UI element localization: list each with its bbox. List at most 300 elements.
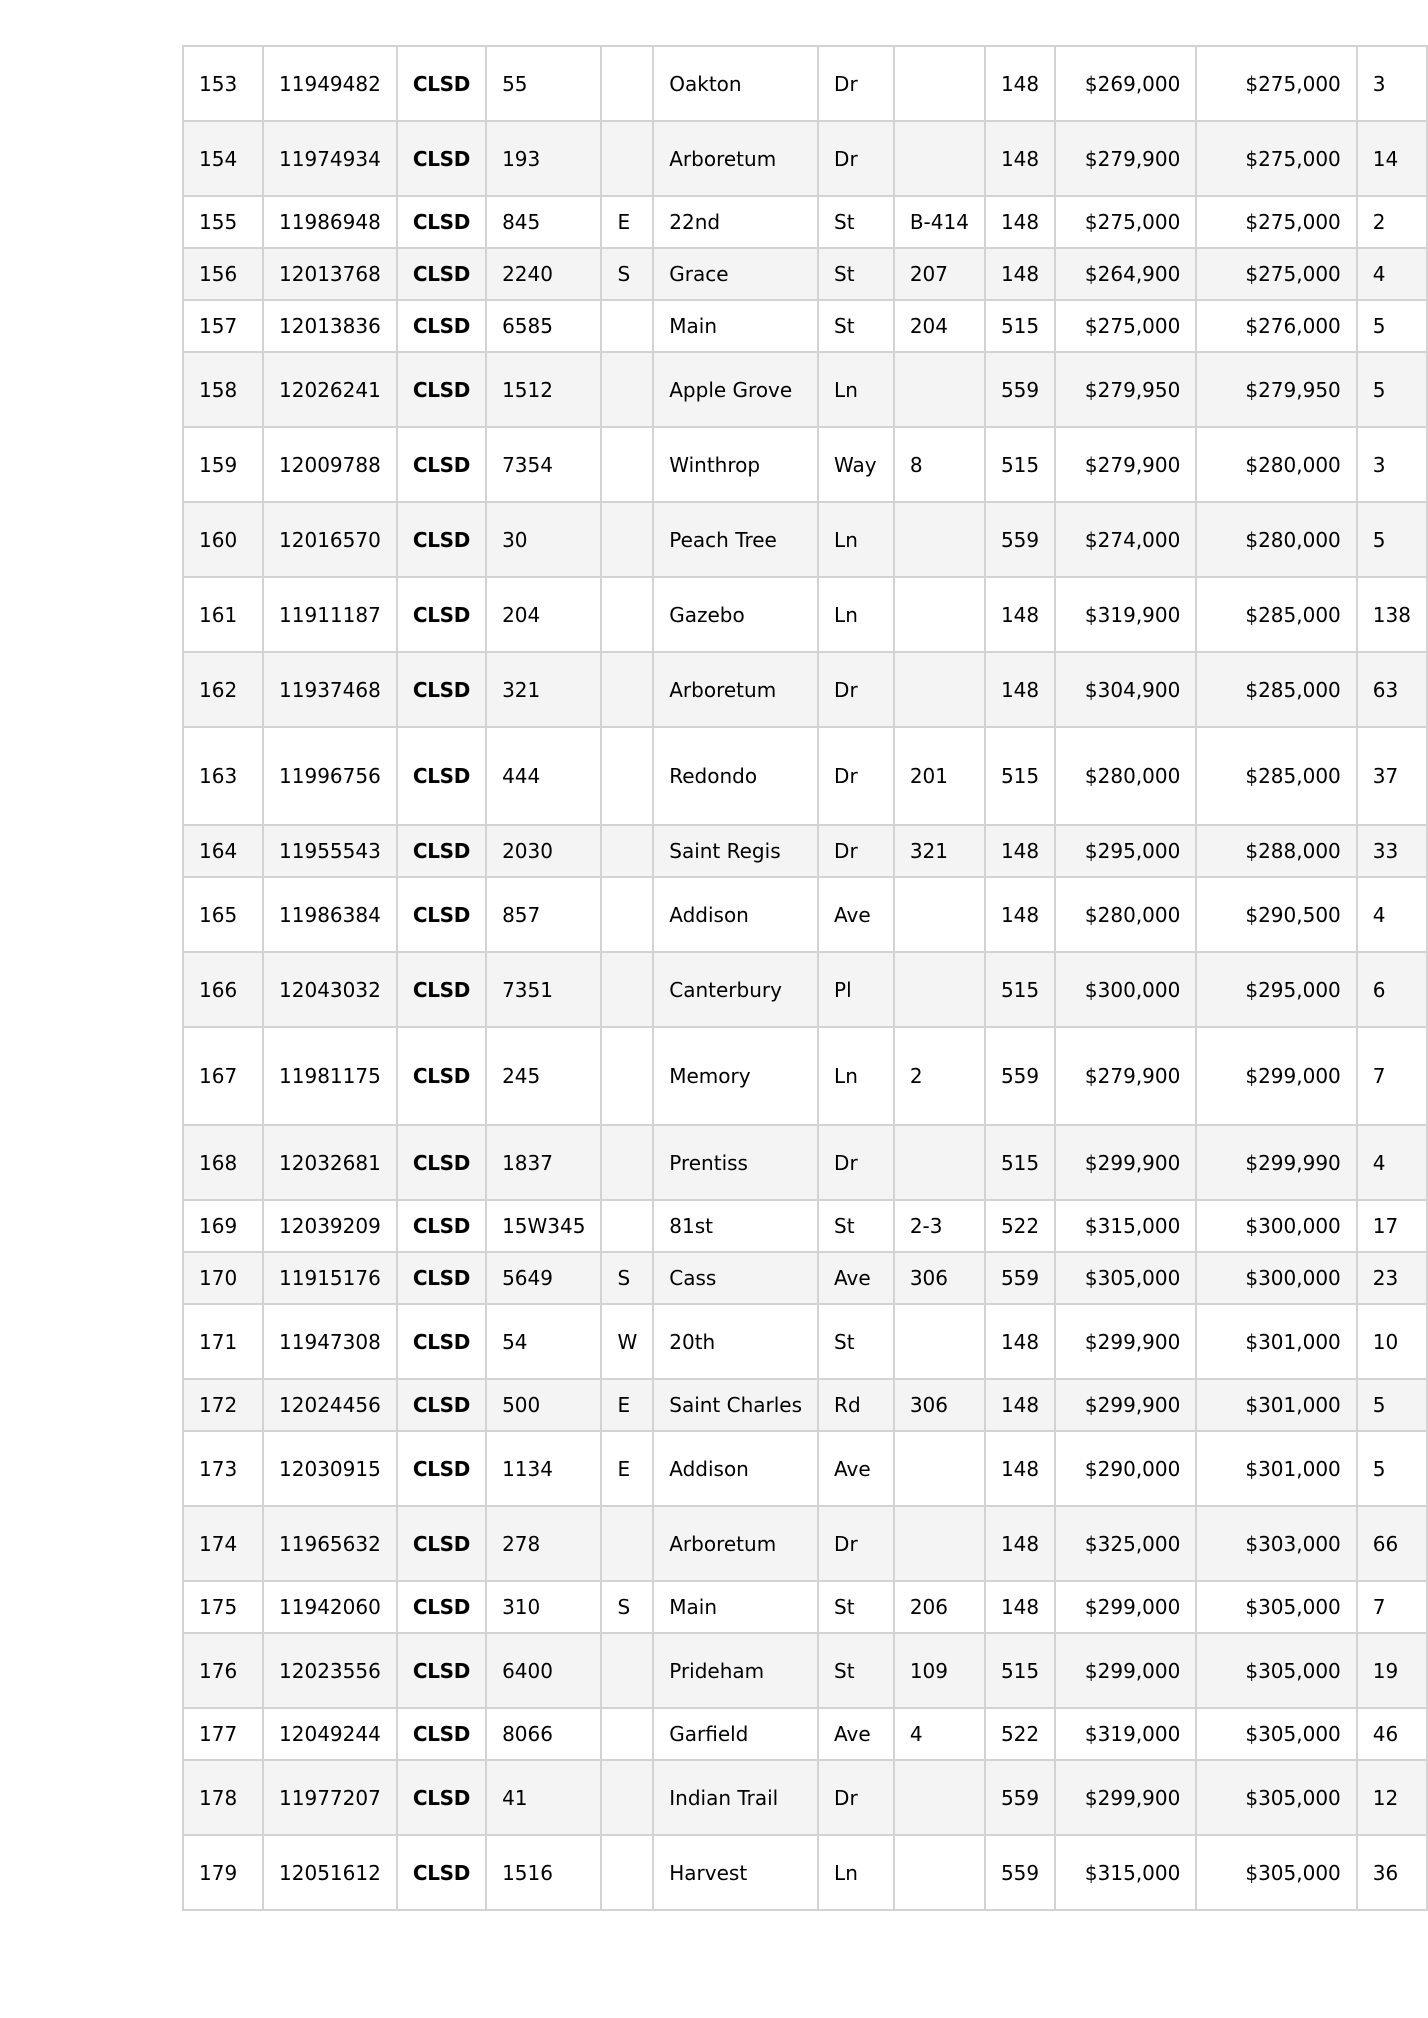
sold-price-cell: $288,000	[1196, 825, 1356, 877]
status-cell: CLSD	[397, 196, 486, 248]
status-cell: CLSD	[397, 352, 486, 427]
table-row	[183, 1304, 1427, 1379]
sold-price-cell: $300,000	[1196, 1200, 1356, 1252]
market-time-cell: 10	[1357, 1304, 1427, 1379]
listings-table-body	[183, 46, 1427, 1910]
unit-cell	[894, 352, 985, 427]
mls-number-cell: 11911187	[263, 577, 397, 652]
street-name-cell: Redondo	[653, 727, 818, 825]
list-price-cell: $304,900	[1055, 652, 1196, 727]
street-suffix-cell: St	[818, 248, 894, 300]
row-number-cell: 173	[183, 1431, 263, 1506]
street-direction-cell: S	[601, 1252, 653, 1304]
street-direction-cell	[601, 1708, 653, 1760]
area-cell: 148	[985, 877, 1055, 952]
table-row	[183, 877, 1427, 952]
table-row	[183, 1760, 1427, 1835]
list-price-cell: $279,900	[1055, 121, 1196, 196]
list-price-cell: $275,000	[1055, 300, 1196, 352]
street-name-cell: Prideham	[653, 1633, 818, 1708]
status-cell: CLSD	[397, 248, 486, 300]
unit-cell: 306	[894, 1379, 985, 1431]
street-direction-cell	[601, 1506, 653, 1581]
status-cell: CLSD	[397, 1431, 486, 1506]
sold-price-cell: $301,000	[1196, 1304, 1356, 1379]
unit-cell: 8	[894, 427, 985, 502]
street-suffix-cell: St	[818, 196, 894, 248]
sold-price-cell: $290,500	[1196, 877, 1356, 952]
area-cell: 515	[985, 727, 1055, 825]
mls-number-cell: 11974934	[263, 121, 397, 196]
row-number-cell: 179	[183, 1835, 263, 1910]
street-suffix-cell: Dr	[818, 727, 894, 825]
street-direction-cell	[601, 1027, 653, 1125]
status-cell: CLSD	[397, 1506, 486, 1581]
street-name-cell: Harvest	[653, 1835, 818, 1910]
street-suffix-cell: Dr	[818, 652, 894, 727]
market-time-cell: 7	[1357, 1027, 1427, 1125]
sold-price-cell: $305,000	[1196, 1581, 1356, 1633]
market-time-cell: 5	[1357, 502, 1427, 577]
street-name-cell: Apple Grove	[653, 352, 818, 427]
market-time-cell: 3	[1357, 46, 1427, 121]
row-number-cell: 160	[183, 502, 263, 577]
street-suffix-cell: St	[818, 1581, 894, 1633]
street-name-cell: Peach Tree	[653, 502, 818, 577]
list-price-cell: $280,000	[1055, 877, 1196, 952]
street-number-cell: 1512	[486, 352, 601, 427]
street-number-cell: 54	[486, 1304, 601, 1379]
status-cell: CLSD	[397, 1379, 486, 1431]
row-number-cell: 165	[183, 877, 263, 952]
row-number-cell: 158	[183, 352, 263, 427]
unit-cell: 4	[894, 1708, 985, 1760]
street-number-cell: 7354	[486, 427, 601, 502]
table-row	[183, 427, 1427, 502]
street-suffix-cell: Dr	[818, 121, 894, 196]
table-row	[183, 1633, 1427, 1708]
unit-cell: 207	[894, 248, 985, 300]
table-row	[183, 1581, 1427, 1633]
street-name-cell: Arboretum	[653, 652, 818, 727]
street-direction-cell	[601, 121, 653, 196]
street-direction-cell	[601, 952, 653, 1027]
market-time-cell: 19	[1357, 1633, 1427, 1708]
street-number-cell: 278	[486, 1506, 601, 1581]
row-number-cell: 176	[183, 1633, 263, 1708]
market-time-cell: 5	[1357, 1379, 1427, 1431]
street-number-cell: 6585	[486, 300, 601, 352]
list-price-cell: $269,000	[1055, 46, 1196, 121]
street-suffix-cell: Dr	[818, 1760, 894, 1835]
street-name-cell: 22nd	[653, 196, 818, 248]
market-time-cell: 2	[1357, 196, 1427, 248]
list-price-cell: $299,900	[1055, 1379, 1196, 1431]
table-row	[183, 825, 1427, 877]
sold-price-cell: $280,000	[1196, 502, 1356, 577]
unit-cell	[894, 877, 985, 952]
table-row	[183, 1200, 1427, 1252]
unit-cell: 206	[894, 1581, 985, 1633]
street-suffix-cell: St	[818, 1200, 894, 1252]
unit-cell	[894, 952, 985, 1027]
sold-price-cell: $299,000	[1196, 1027, 1356, 1125]
table-row	[183, 121, 1427, 196]
street-suffix-cell: Ave	[818, 1431, 894, 1506]
mls-number-cell: 12051612	[263, 1835, 397, 1910]
market-time-cell: 3	[1357, 427, 1427, 502]
mls-number-cell: 12009788	[263, 427, 397, 502]
area-cell: 515	[985, 1633, 1055, 1708]
street-number-cell: 321	[486, 652, 601, 727]
status-cell: CLSD	[397, 1027, 486, 1125]
street-name-cell: Memory	[653, 1027, 818, 1125]
street-suffix-cell: Ln	[818, 1027, 894, 1125]
row-number-cell: 156	[183, 248, 263, 300]
row-number-cell: 169	[183, 1200, 263, 1252]
unit-cell	[894, 1835, 985, 1910]
street-name-cell: Saint Regis	[653, 825, 818, 877]
market-time-cell: 138	[1357, 577, 1427, 652]
row-number-cell: 164	[183, 825, 263, 877]
sold-price-cell: $275,000	[1196, 196, 1356, 248]
row-number-cell: 178	[183, 1760, 263, 1835]
street-number-cell: 6400	[486, 1633, 601, 1708]
sold-price-cell: $285,000	[1196, 577, 1356, 652]
list-price-cell: $264,900	[1055, 248, 1196, 300]
row-number-cell: 163	[183, 727, 263, 825]
mls-number-cell: 11947308	[263, 1304, 397, 1379]
street-suffix-cell: Dr	[818, 46, 894, 121]
street-name-cell: 20th	[653, 1304, 818, 1379]
area-cell: 148	[985, 825, 1055, 877]
market-time-cell: 36	[1357, 1835, 1427, 1910]
street-name-cell: Garfield	[653, 1708, 818, 1760]
street-name-cell: 81st	[653, 1200, 818, 1252]
unit-cell: 109	[894, 1633, 985, 1708]
list-price-cell: $300,000	[1055, 952, 1196, 1027]
mls-number-cell: 11965632	[263, 1506, 397, 1581]
street-suffix-cell: St	[818, 1633, 894, 1708]
street-name-cell: Gazebo	[653, 577, 818, 652]
area-cell: 515	[985, 952, 1055, 1027]
street-name-cell: Grace	[653, 248, 818, 300]
sold-price-cell: $301,000	[1196, 1431, 1356, 1506]
street-number-cell: 8066	[486, 1708, 601, 1760]
mls-number-cell: 12032681	[263, 1125, 397, 1200]
street-suffix-cell: Ave	[818, 1252, 894, 1304]
sold-price-cell: $285,000	[1196, 652, 1356, 727]
table-row	[183, 1125, 1427, 1200]
row-number-cell: 172	[183, 1379, 263, 1431]
unit-cell: 204	[894, 300, 985, 352]
mls-number-cell: 12013836	[263, 300, 397, 352]
market-time-cell: 6	[1357, 952, 1427, 1027]
mls-number-cell: 11986948	[263, 196, 397, 248]
sold-price-cell: $295,000	[1196, 952, 1356, 1027]
row-number-cell: 166	[183, 952, 263, 1027]
table-row	[183, 1835, 1427, 1910]
street-direction-cell	[601, 300, 653, 352]
street-name-cell: Main	[653, 1581, 818, 1633]
street-direction-cell	[601, 427, 653, 502]
street-direction-cell	[601, 1633, 653, 1708]
list-price-cell: $325,000	[1055, 1506, 1196, 1581]
status-cell: CLSD	[397, 121, 486, 196]
area-cell: 148	[985, 248, 1055, 300]
sold-price-cell: $300,000	[1196, 1252, 1356, 1304]
status-cell: CLSD	[397, 1760, 486, 1835]
status-cell: CLSD	[397, 825, 486, 877]
mls-number-cell: 12049244	[263, 1708, 397, 1760]
row-number-cell: 161	[183, 577, 263, 652]
row-number-cell: 174	[183, 1506, 263, 1581]
list-price-cell: $279,900	[1055, 1027, 1196, 1125]
unit-cell	[894, 1125, 985, 1200]
status-cell: CLSD	[397, 427, 486, 502]
market-time-cell: 33	[1357, 825, 1427, 877]
list-price-cell: $299,000	[1055, 1581, 1196, 1633]
mls-number-cell: 12030915	[263, 1431, 397, 1506]
status-cell: CLSD	[397, 46, 486, 121]
street-suffix-cell: Ln	[818, 352, 894, 427]
street-name-cell: Oakton	[653, 46, 818, 121]
street-suffix-cell: Ln	[818, 502, 894, 577]
status-cell: CLSD	[397, 1835, 486, 1910]
street-direction-cell	[601, 825, 653, 877]
street-name-cell: Addison	[653, 877, 818, 952]
market-time-cell: 23	[1357, 1252, 1427, 1304]
mls-number-cell: 12039209	[263, 1200, 397, 1252]
street-direction-cell: S	[601, 248, 653, 300]
unit-cell	[894, 652, 985, 727]
sold-price-cell: $275,000	[1196, 46, 1356, 121]
area-cell: 148	[985, 1379, 1055, 1431]
list-price-cell: $290,000	[1055, 1431, 1196, 1506]
list-price-cell: $315,000	[1055, 1835, 1196, 1910]
street-number-cell: 7351	[486, 952, 601, 1027]
area-cell: 148	[985, 1506, 1055, 1581]
mls-number-cell: 12043032	[263, 952, 397, 1027]
area-cell: 522	[985, 1708, 1055, 1760]
status-cell: CLSD	[397, 1200, 486, 1252]
market-time-cell: 5	[1357, 352, 1427, 427]
row-number-cell: 168	[183, 1125, 263, 1200]
street-suffix-cell: Ln	[818, 577, 894, 652]
street-direction-cell	[601, 577, 653, 652]
street-number-cell: 2030	[486, 825, 601, 877]
row-number-cell: 157	[183, 300, 263, 352]
street-number-cell: 204	[486, 577, 601, 652]
market-time-cell: 4	[1357, 877, 1427, 952]
sold-price-cell: $303,000	[1196, 1506, 1356, 1581]
area-cell: 515	[985, 427, 1055, 502]
street-name-cell: Prentiss	[653, 1125, 818, 1200]
list-price-cell: $319,000	[1055, 1708, 1196, 1760]
list-price-cell: $305,000	[1055, 1252, 1196, 1304]
street-direction-cell: W	[601, 1304, 653, 1379]
list-price-cell: $315,000	[1055, 1200, 1196, 1252]
area-cell: 515	[985, 1125, 1055, 1200]
unit-cell	[894, 121, 985, 196]
sold-price-cell: $275,000	[1196, 121, 1356, 196]
street-suffix-cell: Pl	[818, 952, 894, 1027]
table-row	[183, 952, 1427, 1027]
area-cell: 148	[985, 46, 1055, 121]
row-number-cell: 162	[183, 652, 263, 727]
market-time-cell: 7	[1357, 1581, 1427, 1633]
street-number-cell: 245	[486, 1027, 601, 1125]
table-row	[183, 300, 1427, 352]
street-direction-cell	[601, 1200, 653, 1252]
list-price-cell: $280,000	[1055, 727, 1196, 825]
table-row	[183, 352, 1427, 427]
street-number-cell: 41	[486, 1760, 601, 1835]
table-row	[183, 1506, 1427, 1581]
mls-number-cell: 11986384	[263, 877, 397, 952]
row-number-cell: 154	[183, 121, 263, 196]
row-number-cell: 167	[183, 1027, 263, 1125]
street-number-cell: 15W345	[486, 1200, 601, 1252]
street-direction-cell	[601, 502, 653, 577]
table-row	[183, 652, 1427, 727]
market-time-cell: 4	[1357, 248, 1427, 300]
sold-price-cell: $305,000	[1196, 1633, 1356, 1708]
market-time-cell: 14	[1357, 121, 1427, 196]
table-row	[183, 1708, 1427, 1760]
street-number-cell: 310	[486, 1581, 601, 1633]
unit-cell	[894, 502, 985, 577]
market-time-cell: 5	[1357, 300, 1427, 352]
row-number-cell: 155	[183, 196, 263, 248]
status-cell: CLSD	[397, 1581, 486, 1633]
street-number-cell: 30	[486, 502, 601, 577]
street-number-cell: 2240	[486, 248, 601, 300]
street-suffix-cell: Dr	[818, 1125, 894, 1200]
table-row	[183, 1431, 1427, 1506]
mls-number-cell: 12026241	[263, 352, 397, 427]
street-suffix-cell: Dr	[818, 825, 894, 877]
row-number-cell: 177	[183, 1708, 263, 1760]
table-row	[183, 1027, 1427, 1125]
list-price-cell: $299,900	[1055, 1125, 1196, 1200]
area-cell: 559	[985, 1760, 1055, 1835]
status-cell: CLSD	[397, 577, 486, 652]
mls-number-cell: 12023556	[263, 1633, 397, 1708]
area-cell: 148	[985, 577, 1055, 652]
sold-price-cell: $285,000	[1196, 727, 1356, 825]
street-number-cell: 1837	[486, 1125, 601, 1200]
street-number-cell: 55	[486, 46, 601, 121]
table-row	[183, 577, 1427, 652]
market-time-cell: 37	[1357, 727, 1427, 825]
street-name-cell: Saint Charles	[653, 1379, 818, 1431]
area-cell: 148	[985, 652, 1055, 727]
status-cell: CLSD	[397, 502, 486, 577]
street-name-cell: Main	[653, 300, 818, 352]
status-cell: CLSD	[397, 1633, 486, 1708]
street-suffix-cell: Way	[818, 427, 894, 502]
row-number-cell: 175	[183, 1581, 263, 1633]
street-number-cell: 1516	[486, 1835, 601, 1910]
unit-cell	[894, 46, 985, 121]
mls-number-cell: 11996756	[263, 727, 397, 825]
area-cell: 559	[985, 1027, 1055, 1125]
street-direction-cell	[601, 727, 653, 825]
table-row	[183, 1379, 1427, 1431]
market-time-cell: 17	[1357, 1200, 1427, 1252]
market-time-cell: 63	[1357, 652, 1427, 727]
street-name-cell: Arboretum	[653, 121, 818, 196]
area-cell: 559	[985, 502, 1055, 577]
street-number-cell: 1134	[486, 1431, 601, 1506]
area-cell: 559	[985, 1835, 1055, 1910]
table-row	[183, 1252, 1427, 1304]
mls-number-cell: 11955543	[263, 825, 397, 877]
unit-cell: 201	[894, 727, 985, 825]
market-time-cell: 46	[1357, 1708, 1427, 1760]
sold-price-cell: $305,000	[1196, 1708, 1356, 1760]
table-row	[183, 727, 1427, 825]
unit-cell	[894, 1506, 985, 1581]
mls-number-cell: 12024456	[263, 1379, 397, 1431]
market-time-cell: 66	[1357, 1506, 1427, 1581]
sold-price-cell: $275,000	[1196, 248, 1356, 300]
street-suffix-cell: Ave	[818, 877, 894, 952]
street-direction-cell: E	[601, 196, 653, 248]
list-price-cell: $299,000	[1055, 1633, 1196, 1708]
status-cell: CLSD	[397, 1304, 486, 1379]
status-cell: CLSD	[397, 1708, 486, 1760]
table-row	[183, 502, 1427, 577]
market-time-cell: 5	[1357, 1431, 1427, 1506]
street-number-cell: 5649	[486, 1252, 601, 1304]
area-cell: 148	[985, 196, 1055, 248]
street-suffix-cell: Ln	[818, 1835, 894, 1910]
unit-cell: 2-3	[894, 1200, 985, 1252]
status-cell: CLSD	[397, 1252, 486, 1304]
street-number-cell: 444	[486, 727, 601, 825]
street-direction-cell	[601, 652, 653, 727]
sold-price-cell: $299,990	[1196, 1125, 1356, 1200]
street-suffix-cell: Dr	[818, 1506, 894, 1581]
market-time-cell: 12	[1357, 1760, 1427, 1835]
sold-price-cell: $280,000	[1196, 427, 1356, 502]
street-direction-cell	[601, 46, 653, 121]
mls-number-cell: 11981175	[263, 1027, 397, 1125]
list-price-cell: $299,900	[1055, 1760, 1196, 1835]
unit-cell: B-414	[894, 196, 985, 248]
street-suffix-cell: Rd	[818, 1379, 894, 1431]
street-direction-cell: S	[601, 1581, 653, 1633]
street-direction-cell	[601, 1760, 653, 1835]
mls-number-cell: 11942060	[263, 1581, 397, 1633]
area-cell: 148	[985, 1304, 1055, 1379]
sold-price-cell: $276,000	[1196, 300, 1356, 352]
status-cell: CLSD	[397, 952, 486, 1027]
area-cell: 148	[985, 121, 1055, 196]
street-number-cell: 193	[486, 121, 601, 196]
street-direction-cell	[601, 352, 653, 427]
sold-price-cell: $305,000	[1196, 1760, 1356, 1835]
mls-number-cell: 11937468	[263, 652, 397, 727]
street-direction-cell: E	[601, 1379, 653, 1431]
list-price-cell: $275,000	[1055, 196, 1196, 248]
area-cell: 148	[985, 1431, 1055, 1506]
mls-number-cell: 12013768	[263, 248, 397, 300]
area-cell: 515	[985, 300, 1055, 352]
status-cell: CLSD	[397, 877, 486, 952]
